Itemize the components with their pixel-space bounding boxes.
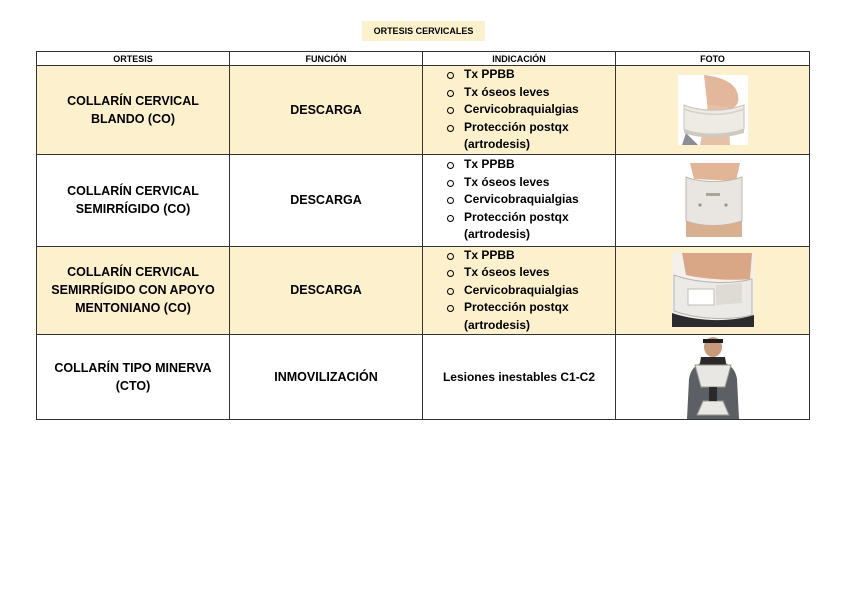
foto-cell [616,154,810,246]
table-header-row [37,52,810,66]
funcion-cell: DESCARGA [230,154,423,246]
list-item: Tx PPBB [447,247,615,265]
list-item: Tx PPBB [447,66,615,84]
foto-cell [616,246,810,335]
header-indicacion: INDICACIÓN [423,52,616,66]
indication-list [423,156,615,244]
ortesis-cell: COLLARÍN TIPO MINERVA (CTO) [37,335,230,420]
orthoses-table [36,51,810,420]
ortesis-cell: COLLARÍN CERVICAL BLANDO (CO) [37,66,230,155]
ortesis-cell: COLLARÍN CERVICAL SEMIRRÍGIDO (CO) [37,154,230,246]
indicacion-cell [423,66,616,155]
ortesis-cell: COLLARÍN CERVICAL SEMIRRÍGIDO CON APOYO MENTONIANO (CO) [37,246,230,335]
indicacion-cell: Lesiones inestables C1-C2 [423,335,616,420]
indication-list [423,247,615,335]
list-item: Tx óseos leves [447,264,615,282]
page-title: ORTESIS CERVICALES [362,21,485,41]
table-row [37,66,810,155]
soft-collar-photo-icon [678,75,748,145]
foto-cell [616,335,810,420]
indication-list [423,66,615,154]
funcion-cell: DESCARGA [230,66,423,155]
table-row [37,246,810,335]
header-funcion: FUNCIÓN [230,52,423,66]
list-item: Protección postqx (artrodesis) [447,119,615,154]
header-foto: FOTO [616,52,810,66]
list-item: Tx óseos leves [447,174,615,192]
semirigid-collar-photo-icon [680,163,746,237]
minerva-collar-photo-icon [685,335,741,419]
header-ortesis: ORTESIS [37,52,230,66]
indicacion-cell [423,154,616,246]
foto-cell [616,66,810,155]
funcion-cell: INMOVILIZACIÓN [230,335,423,420]
list-item: Tx óseos leves [447,84,615,102]
list-item: Cervicobraquialgias [447,282,615,300]
list-item: Protección postqx (artrodesis) [447,209,615,244]
indicacion-cell [423,246,616,335]
list-item: Cervicobraquialgias [447,101,615,119]
list-item: Cervicobraquialgias [447,191,615,209]
table-row [37,154,810,246]
table-row [37,335,810,420]
list-item: Protección postqx (artrodesis) [447,299,615,334]
list-item: Tx PPBB [447,156,615,174]
funcion-cell: DESCARGA [230,246,423,335]
chin-support-collar-photo-icon [672,253,754,327]
